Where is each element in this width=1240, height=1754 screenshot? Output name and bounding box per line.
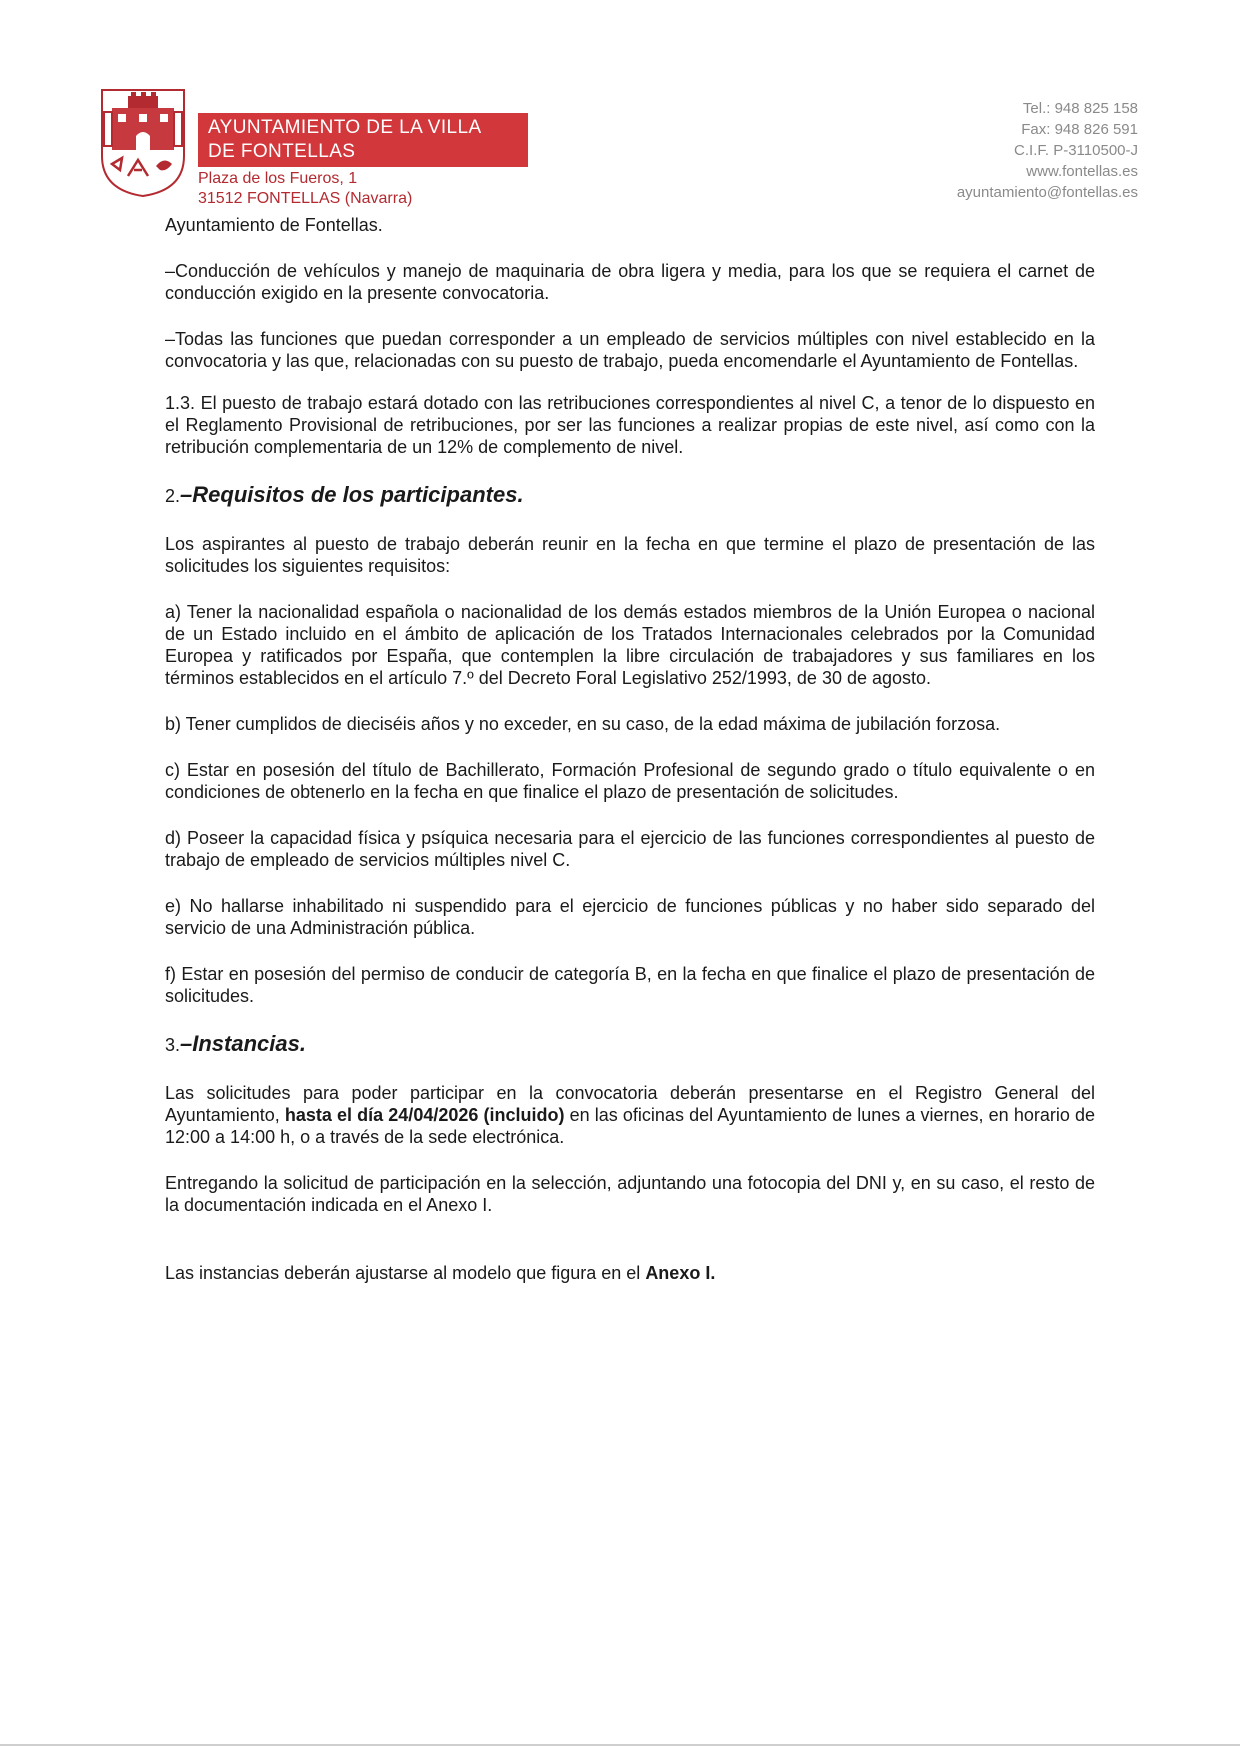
text-run: Las instancias deberán ajustarse al modelo que figura en el <box>165 1263 646 1283</box>
scan-edge-line <box>0 1744 1240 1746</box>
municipality-name-line1: AYUNTAMIENTO DE LA VILLA <box>208 117 482 138</box>
document-body <box>165 214 1095 1284</box>
castle-coat-of-arms-icon <box>98 86 188 198</box>
requirement-f: f) Estar en posesión del permiso de conducir de categoría B, en la fecha en que finalice el plazo de presentación de solicitudes. <box>165 964 1095 1006</box>
section-number: 2. <box>165 486 181 506</box>
paragraph-vehicle-duties: –Conducción de vehículos y manejo de maquinaria de obra ligera y media, para los que se requiera el carnet de conducción exigido en la presente convocatoria. <box>165 261 1095 303</box>
contact-tel: Tel.: 948 825 158 <box>1022 100 1138 117</box>
requirement-e: e) No hallarse inhabilitado ni suspendido para el ejercicio de funciones públicas y no haber sido separado del servicio de una Administración pública. <box>165 896 1095 938</box>
contact-email-link[interactable]: ayuntamiento@fontellas.es <box>956 184 1138 201</box>
contact-fax: Fax: 948 826 591 <box>1021 121 1138 138</box>
text-run: Las solicitudes para poder participar en la convocatoria deberán presentarse en el Registro General del Ayuntamiento, <box>165 1083 1095 1125</box>
address-street: Plaza de los Fueros, 1 <box>198 170 358 187</box>
municipality-name-line2: DE FONTELLAS <box>208 141 356 162</box>
paragraph-entrega: Entregando la solicitud de participación en la selección, adjuntando una fotocopia del DNI y, en su caso, el resto de la documentación indicada en el Anexo I. <box>165 1173 1095 1215</box>
section-heading-requisitos <box>165 482 1095 509</box>
requirement-a: a) Tener la nacionalidad española o nacionalidad de los demás estados miembros de la Unión Europea o nacional de un Estado incluido en el ámbito de aplicación de los Tratados Internacionales celebrados por la Comunidad Europea y ratificados por España, que contemplen la libre circulación de trabajadores y sus familiares en los términos establecidos en el artículo 7.º del Decreto Foral Legislativo 252/1993, de 30 de agosto. <box>165 602 1095 688</box>
postal-address <box>198 169 412 209</box>
paragraph-solicitudes <box>165 1082 1095 1148</box>
contact-info <box>957 98 1138 203</box>
paragraph-retribution: 1.3. El puesto de trabajo estará dotado con las retribuciones correspondientes al nivel C, a tenor de lo dispuesto en el Reglamento Provisional de retribuciones, por ser las funciones a realizar propias de este nivel, así como con la retribución complementaria de un 12% de complemento de nivel. <box>165 393 1095 457</box>
section-number: 3. <box>165 1035 181 1055</box>
address-city: 31512 FONTELLAS (Navarra) <box>198 190 413 207</box>
requirement-d: d) Poseer la capacidad física y psíquica necesaria para el ejercicio de las funciones correspondientes al puesto de trabajo de empleado de servicios múltiples nivel C. <box>165 828 1095 870</box>
section-heading-instancias <box>165 1031 1095 1058</box>
annex-reference: Anexo I. <box>645 1263 716 1283</box>
paragraph-general-duties: –Todas las funciones que puedan corresponder a un empleado de servicios múltiples con nivel establecido en la convocatoria y las que, relacionadas con su puesto de trabajo, pueda encomendarle el Ayuntamiento de Fontellas. <box>165 329 1095 371</box>
text-run: en las oficinas del Ayuntamiento de lunes a viernes, en horario de 12:00 a 14:00 h, o a través de la sede electrónica. <box>165 1105 1095 1147</box>
requirement-b: b) Tener cumplidos de dieciséis años y no exceder, en su caso, de la edad máxima de jubilación forzosa. <box>165 714 1001 734</box>
contact-web-link[interactable]: www.fontellas.es <box>1026 163 1138 180</box>
section-title: –Requisitos de los participantes. <box>180 482 524 507</box>
section-title: –Instancias. <box>180 1031 306 1056</box>
paragraph-requisitos-intro: Los aspirantes al puesto de trabajo deberán reunir en la fecha en que termine el plazo de presentación de las solicitudes los siguientes requisitos: <box>165 534 1095 576</box>
contact-cif: C.I.F. P-3110500-J <box>1014 142 1138 159</box>
letterhead <box>98 86 1138 216</box>
requirement-c: c) Estar en posesión del título de Bachillerato, Formación Profesional de segundo grado o título equivalente o en condiciones de obtenerlo en la fecha en que finalice el plazo de presentación de solicitudes. <box>165 760 1095 802</box>
municipality-name-band <box>198 113 528 167</box>
paragraph-continuation: Ayuntamiento de Fontellas. <box>165 215 383 235</box>
paragraph-modelo <box>165 1262 1095 1284</box>
deadline-date: hasta el día 24/04/2026 (incluido) <box>284 1105 565 1125</box>
